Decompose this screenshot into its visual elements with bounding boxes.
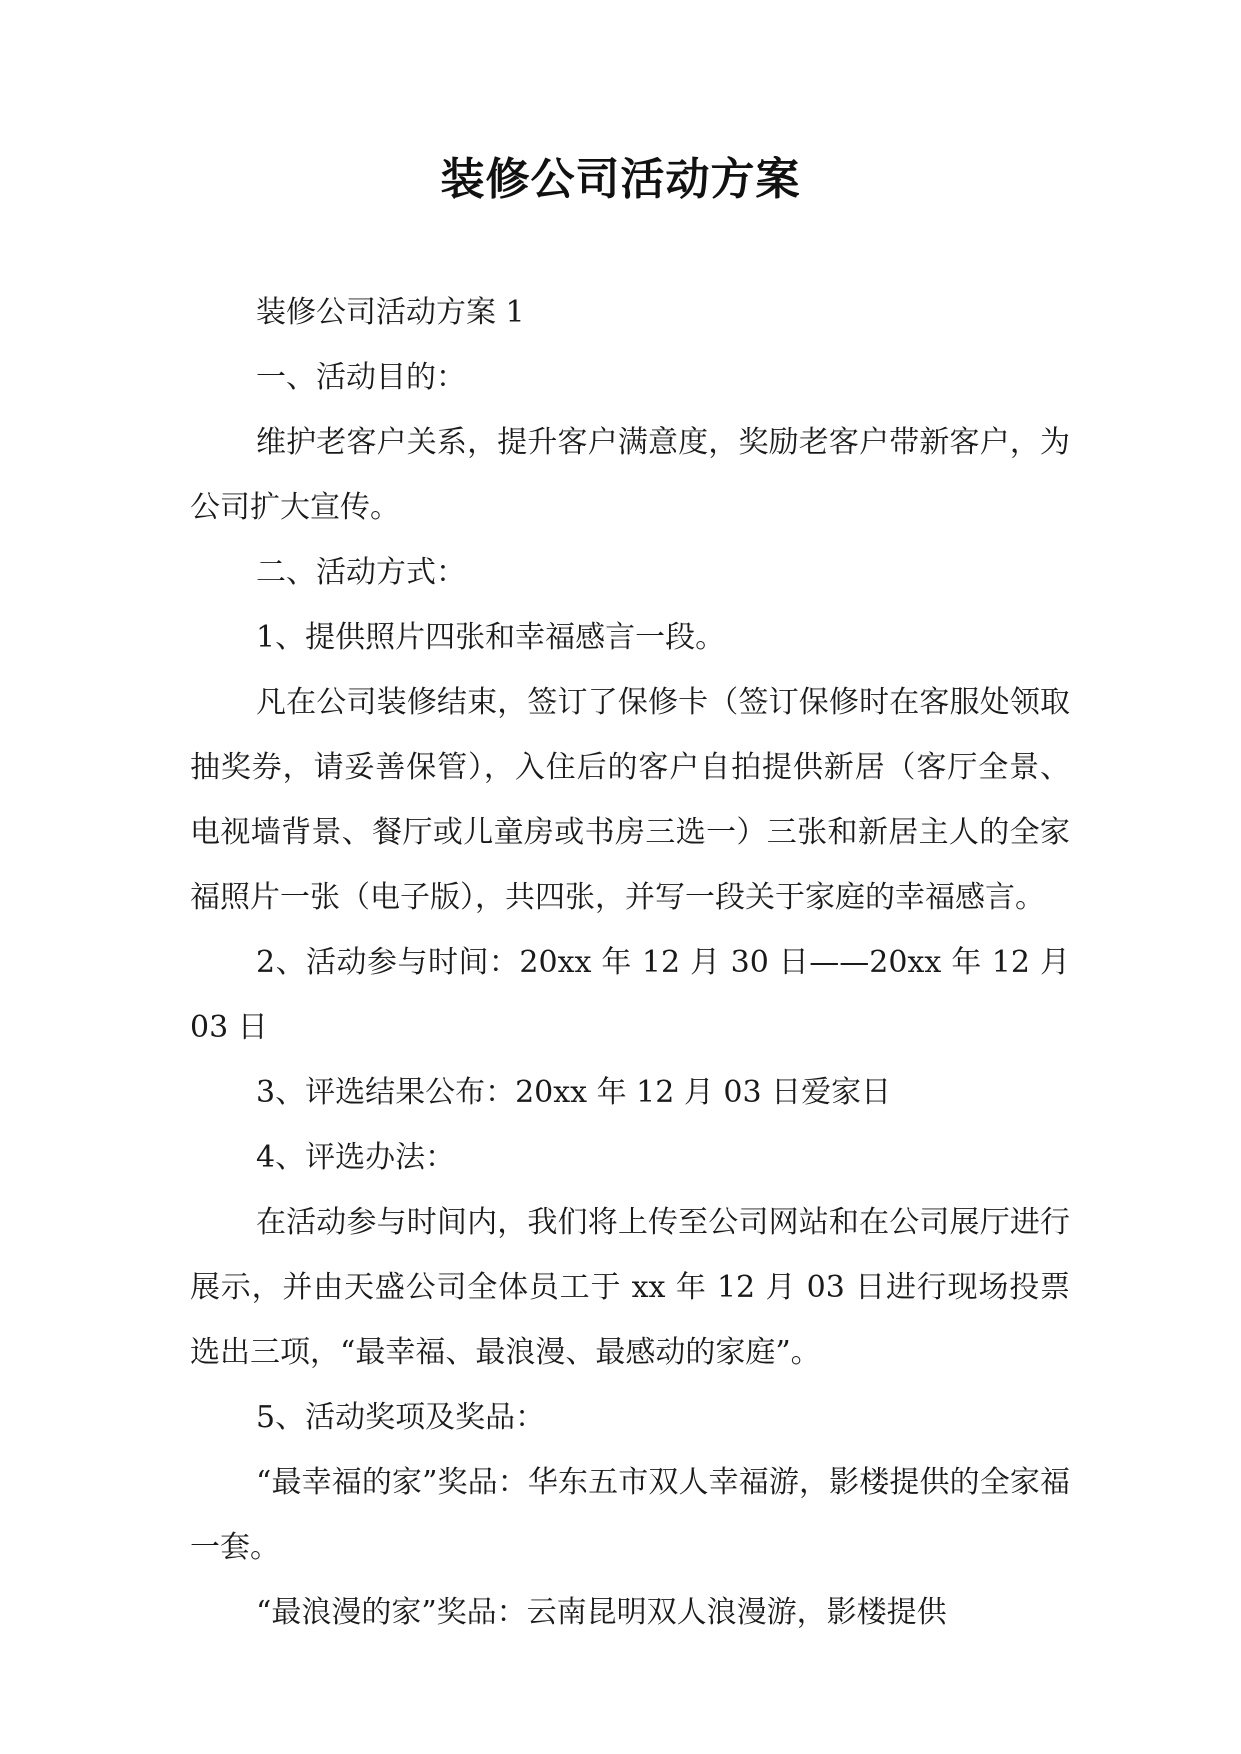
paragraph-item-3: 3、评选结果公布：20xx 年 12 月 03 日爱家日	[256, 1075, 892, 1110]
paragraph-item-4-detail: 在活动参与时间内，我们将上传至公司网站和在公司展厅进行展示，并由天盛公司全体员工于 xx 年 12 月 03 日进行现场投票选出三项，“最幸福、最浪漫、最感动的家庭”。	[190, 1205, 1070, 1370]
paragraph-method-heading: 二、活动方式：	[256, 555, 466, 590]
paragraph-item-1-detail: 凡在公司装修结束，签订了保修卡（签订保修时在客服处领取抽奖券，请妥善保管），入住后的客户自拍提供新居（客厅全景、电视墙背景、餐厅或儿童房或书房三选一）三张和新居主人的全家福照片一张（电子版），共四张，并写一段关于家庭的幸福感言。	[190, 685, 1070, 915]
paragraph-purpose-text: 维护老客户关系，提升客户满意度，奖励老客户带新客户，为公司扩大宣传。	[190, 425, 1070, 525]
paragraph-item-1: 1、提供照片四张和幸福感言一段。	[256, 620, 726, 655]
document-title: 装修公司活动方案	[440, 154, 801, 205]
paragraph-prize-romantic: “最浪漫的家”奖品：云南昆明双人浪漫游，影楼提供	[256, 1595, 947, 1630]
paragraph-item-5: 5、活动奖项及奖品：	[256, 1400, 546, 1435]
paragraph-section-heading: 装修公司活动方案 1	[256, 295, 525, 330]
paragraph-prize-happiest: “最幸福的家”奖品：华东五市双人幸福游，影楼提供的全家福一套。	[190, 1465, 1070, 1565]
paragraph-purpose-heading: 一、活动目的：	[256, 360, 466, 395]
document-body	[190, 280, 1070, 1645]
paragraph-item-4: 4、评选办法：	[256, 1140, 456, 1175]
paragraph-item-2: 2、活动参与时间：20xx 年 12 月 30 日——20xx 年 12 月 03 日	[190, 945, 1070, 1045]
